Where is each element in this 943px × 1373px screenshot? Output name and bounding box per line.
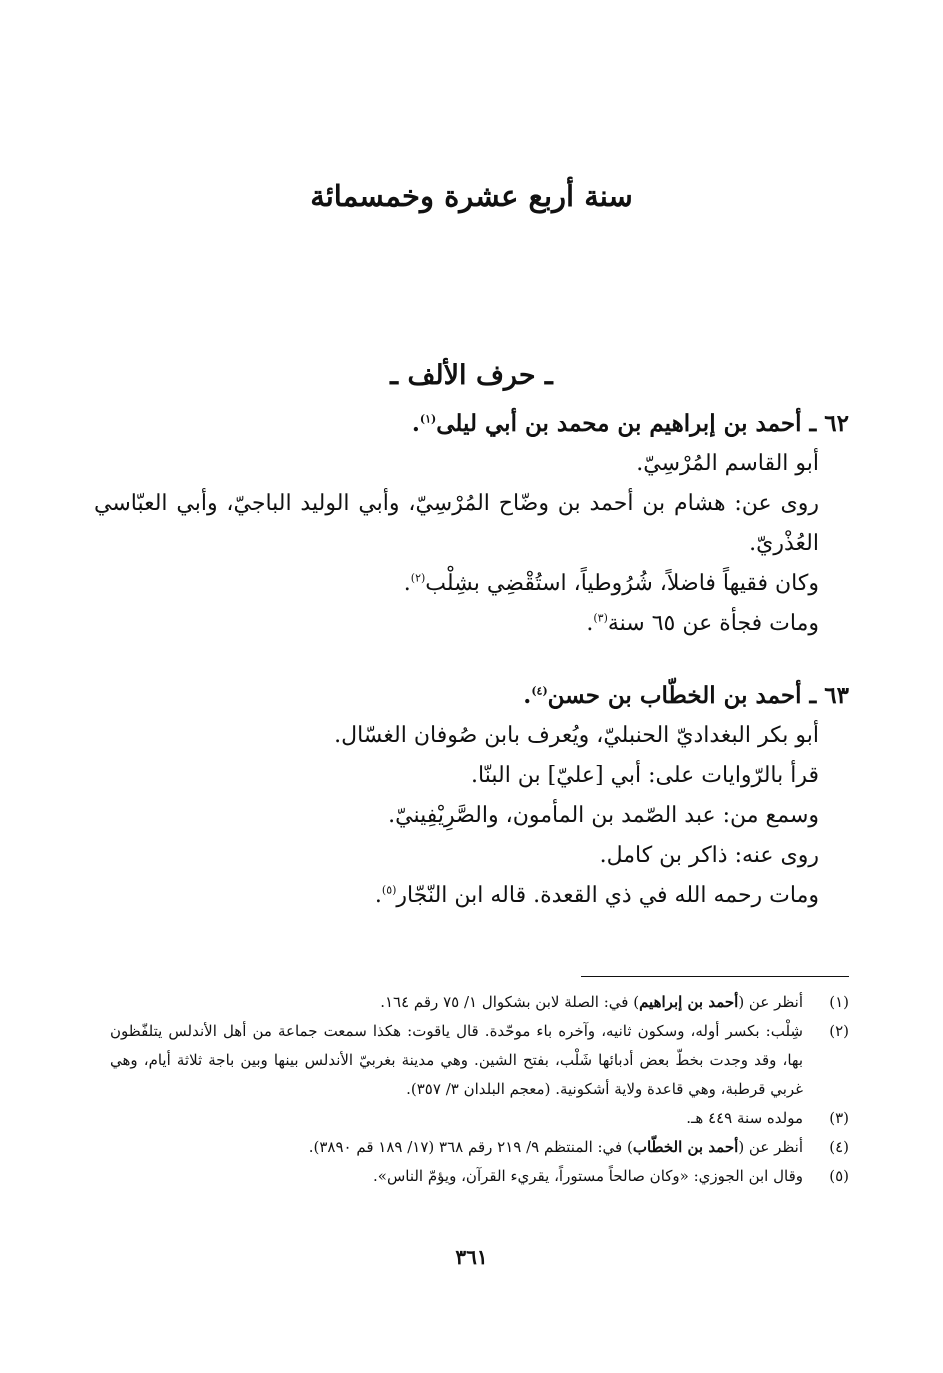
footnote-number: (٣) — [829, 1109, 849, 1127]
entry-63-kunya: أبو بكر البغداديّ الحنبليّ، ويُعرف بابن صُوفان الغسّال. — [334, 723, 819, 748]
footnote-4: (٤) أنظر عن (أحمد بن الخطّاب) في: المنتظم ٩/ ٢١٩ رقم ٣٦٨ (١٧/ ١٨٩ قم ٣٨٩٠). — [110, 1133, 849, 1162]
footnote-5: (٥) وقال ابن الجوزي: «وكان صالحاً مستوراً، يقريء القرآن، ويؤمّ الناس». — [110, 1162, 849, 1191]
footnote-ref-3[interactable]: (٣) — [593, 611, 608, 625]
entry-63-number: ٦٣ — [824, 682, 849, 709]
section-heading: ـ حرف الألف ـ — [390, 360, 553, 391]
entry-62-number: ٦٢ — [824, 410, 849, 437]
page-number: ٣٦١ — [455, 1245, 488, 1269]
entry-62-death-text: ومات فجأة عن ٦٥ سنة — [607, 611, 819, 636]
entry-62-death: ومات فجأة عن ٦٥ سنة$^{(٣)}$. — [586, 611, 819, 636]
footnote-3: (٣) مولده سنة ٤٤٩ هـ. — [110, 1104, 849, 1133]
entry-63-heard-from: وسمع من: عبد الصّمد بن المأمون، والصَّرِيْفِينيّ. — [388, 803, 819, 828]
entry-62-fiqh: وكان فقيهاً فاضلاً، شُرُوطياً، استُقْضِي بشِلْب$^{(٢)}$. — [403, 571, 819, 596]
footnote-number: (٤) — [829, 1138, 849, 1156]
entry-62-name: أحمد بن إبراهيم بن محمد بن أبي ليلى — [436, 410, 802, 437]
footnote-ref-2[interactable]: (٢) — [410, 571, 426, 585]
entry-63-name: أحمد بن الخطّاب بن حسن — [547, 682, 802, 709]
entry-63-recitation: قرأ بالرّوايات على: أبي [عليّ] بن البنّا. — [471, 763, 819, 788]
footnote-number: (١) — [829, 993, 849, 1011]
entry-63-death: ومات رحمه الله في ذي القعدة. قاله ابن النّجّار$^{(٥)}$. — [374, 883, 819, 908]
footnotes — [110, 988, 849, 1191]
footnote-number: (٥) — [829, 1167, 849, 1185]
footnote-ref-4[interactable]: (٤) — [531, 684, 548, 698]
footnote-ref-5[interactable]: (٥) — [381, 883, 397, 897]
entry-62-fiqh-text: وكان فقيهاً فاضلاً، شُرُوطياً، استُقْضِي بشِلْب — [425, 571, 819, 596]
entry-62 — [94, 404, 849, 644]
footnote-number: (٢) — [829, 1022, 849, 1040]
entry-63 — [94, 676, 849, 916]
footnote-bold-name: أحمد بن إبراهيم — [639, 993, 739, 1011]
entry-63-narrated-by: روى عنه: ذاكر بن كامل. — [599, 843, 819, 868]
page-title: سنة أربع عشرة وخمسمائة — [310, 179, 633, 213]
footnote-2: (٢) شِلْب: بكسر أوله، وسكون ثانيه، وآخره باء موحّدة. قال ياقوت: هكذا سمعت جماعة من أهل الأندلس يتلفّظون بها، وقد وجدت بخطّ بعض أدبائها شَلْب، بفتح الشين. وهي مدينة بغربيّ الأندلس بينها وبين باجة ثلاثة أيام، وهي غربي قرطبة، وهي قاعدة ولاية أشكونية. (معجم البلدان ٣/ ٣٥٧). — [110, 1017, 849, 1104]
entry-62-teachers: روى عن: هشام بن أحمد بن وضّاح المُرْسِيّ، وأبي الوليد الباجيّ، وأبي العبّاسي العُذْريّ. — [94, 491, 819, 556]
footnote-divider — [581, 976, 849, 977]
entry-63-death-text: ومات رحمه الله في ذي القعدة. قاله ابن النّجّار — [396, 883, 819, 908]
entry-62-kunya: أبو القاسم المُرْسِيّ. — [636, 451, 819, 476]
footnote-1: (١) أنظر عن (أحمد بن إبراهيم) في: الصلة لابن بشكوال ١/ ٧٥ رقم ١٦٤. — [110, 988, 849, 1017]
footnote-bold-name: أحمد بن الخطّاب — [632, 1138, 739, 1156]
entry-62-heading: ٦٢ ـ أحمد بن إبراهيم بن محمد بن أبي ليلى$^{(١)}$. — [411, 410, 849, 437]
footnote-ref-1[interactable]: (١) — [419, 412, 437, 426]
entry-63-heading: ٦٣ ـ أحمد بن الخطّاب بن حسن$^{(٤)}$. — [523, 682, 849, 709]
